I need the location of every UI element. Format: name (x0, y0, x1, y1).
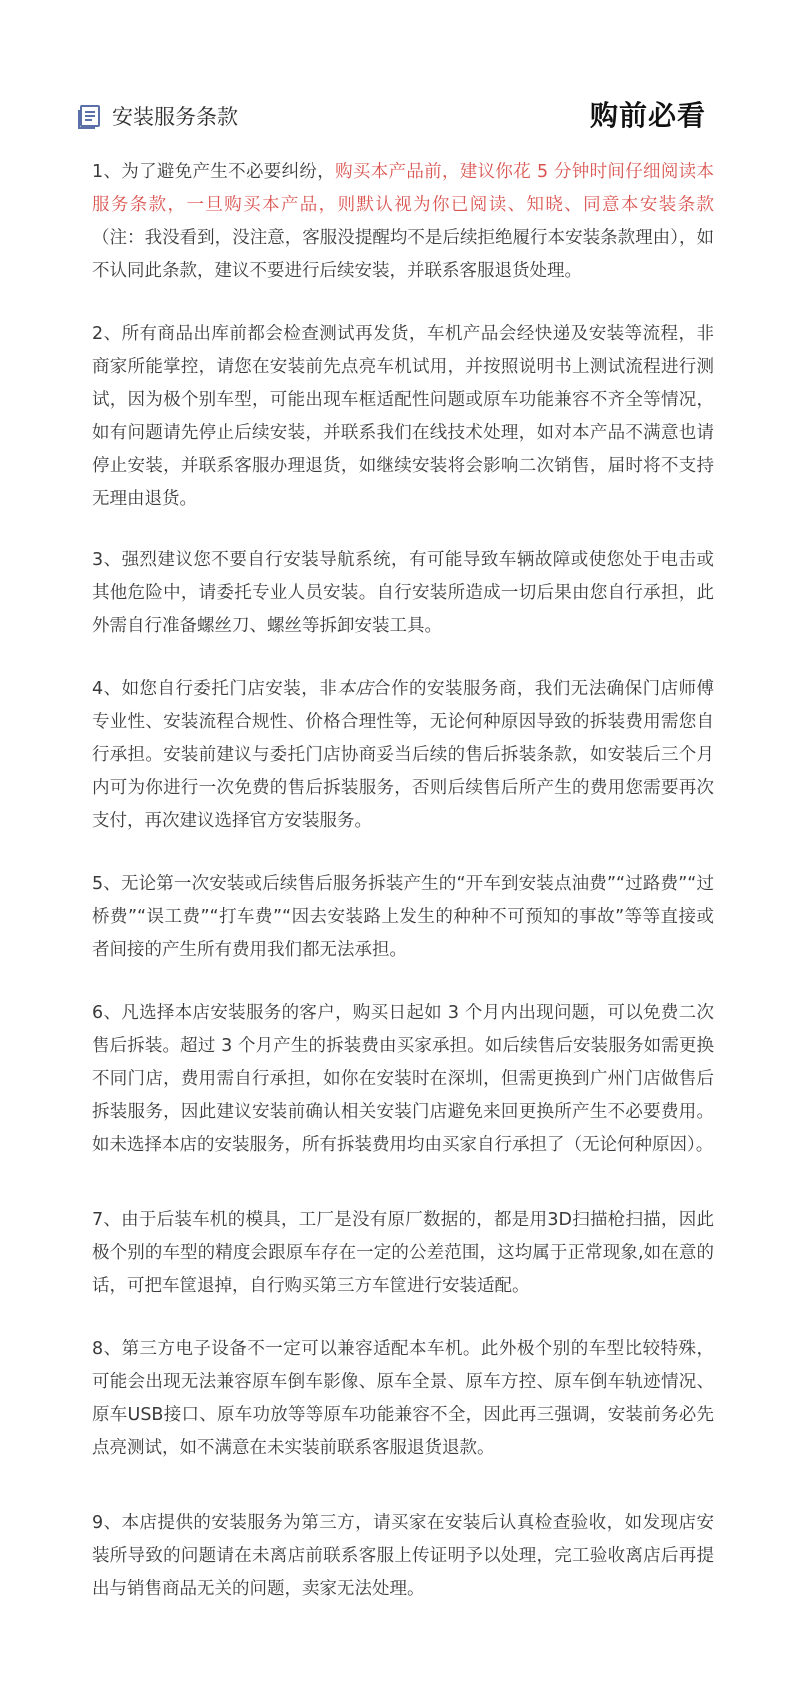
term-item-5: 5、无论第一次安装或后续售后服务拆装产生的“开车到安装点油费”“过路费”“过桥费”“误工费”“打车费”“因去安装路上发生的种种不可预知的事故”等等直接或者间接的产生所有费用我们都无法承担。 (92, 874, 714, 960)
must-read-label: 购前必看 (589, 99, 706, 132)
term-item-4: 4、如您自行委托门店安装，非本店合作的安装服务商，我们无法确保门店师傅专业性、安装流程合规性、价格合理性等，无论何种原因导致的拆装费用需您自行承担。安装前建议与委托门店协商妥当后续的售后拆装条款，如安装后三个月内可为你进行一次免费的售后拆装服务，否则后续售后所产生的费用您需要再次支付，再次建议选择官方安装服务。 (92, 679, 715, 831)
document-list-icon (76, 104, 102, 130)
term-item-1: 1、为了避免产生不必要纠纷，购买本产品前，建议你花 5 分钟时间仔细阅读本服务条款，一旦购买本产品，则默认视为你已阅读、知晓、同意本安装条款（注：我没看到，没注意，客服没提醒均不是后续拒绝履行本安装条款理由），如不认同此条款，建议不要进行后续安装，并联系客服退货处理。 (92, 162, 714, 281)
section-header (76, 98, 706, 138)
term-item-9: 9、本店提供的安装服务为第三方，请买家在安装后认真检查验收，如发现店安装所导致的问题请在未离店前联系客服上传证明予以处理，完工验收离店后再提出与销售商品无关的问题，卖家无法处理。 (92, 1513, 714, 1599)
term-highlight: 购买本产品前，建议你花 5 分钟时间仔细阅读本服务条款，一旦购买本产品，则默认视为你已阅读、知晓、同意本安装条款 (92, 162, 714, 215)
term-item-2: 2、所有商品出库前都会检查测试再发货，车机产品会经快递及安装等流程，非商家所能掌控，请您在安装前先点亮车机试用，并按照说明书上测试流程进行测试，因为极个别车型，可能出现车框适配性问题或原车功能兼容不齐全等情况，如有问题请先停止后续安装，并联系我们在线技术处理，如对本产品不满意也请停止安装，并联系客服办理退货，如继续安装将会影响二次销售，届时将不支持无理由退货。 (92, 324, 714, 509)
term-item-3: 3、强烈建议您不要自行安装导航系统，有可能导致车辆故障或使您处于电击或其他危险中，请委托专业人员安装。自行安装所造成一切后果由您自行承担，此外需自行准备螺丝刀、螺丝等拆卸安装工具。 (92, 550, 714, 636)
term-item-6: 6、凡选择本店安装服务的客户，购买日起如 3 个月内出现问题，可以免费二次售后拆装。超过 3 个月产生的拆装费由买家承担。如后续售后安装服务如需更换不同门店，费用需自行承担，如你在安装时在深圳，但需更换到广州门店做售后拆装服务，因此建议安装前确认相关安装门店避免来回更换所产生不必要费用。如未选择本店的安装服务，所有拆装费用均由买家自行承担了（无论何种原因）。 (92, 1003, 714, 1155)
term-item-8: 8、第三方电子设备不一定可以兼容适配本车机。此外极个别的车型比较特殊，可能会出现无法兼容原车倒车影像、原车全景、原车方控、原车倒车轨迹情况、原车USB接口、原车功放等等原车功能兼容不全，因此再三强调，安装前务必先点亮测试，如不满意在未实装前联系客服退货退款。 (92, 1339, 714, 1458)
section-title: 安装服务条款 (112, 105, 238, 129)
terms-list (92, 156, 714, 1606)
term-item-7: 7、由于后装车机的模具，工厂是没有原厂数据的，都是用3D扫描枪扫描，因此极个别的车型的精度会跟原车存在一定的公差范围，这均属于正常现象,如在意的话，可把车筐退掉，自行购买第三方车筐进行安装适配。 (92, 1210, 714, 1296)
